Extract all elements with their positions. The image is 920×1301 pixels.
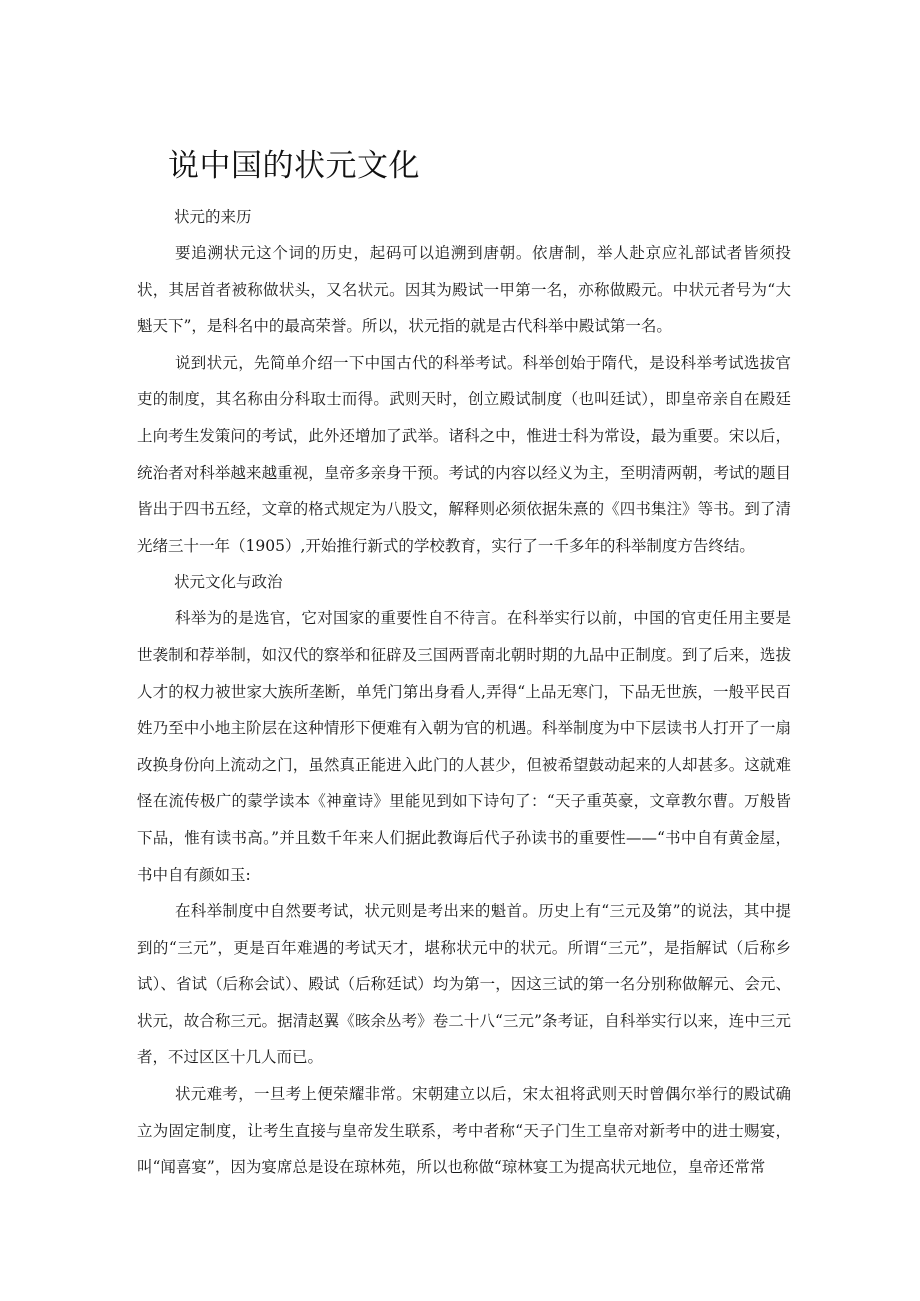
section-heading-politics: 状元文化与政治 [174,573,283,592]
paragraph-zhuangyuan-honor: 状元难考，一旦考上便荣耀非常。宋朝建立以后，宋太祖将武则天时曾偶尔举行的殿试确立为固定制度，让考生直接与皇帝发生联系，考中者称“天子门生工皇帝对新考中的进士赐宴，叫“闻喜宴”，因为宴席总是设在琼林苑，所以也称做“琼林宴工为提高状元地位，皇帝还常常 [137,1085,791,1177]
paragraph-three-firsts: 在科举制度中自然要考试，状元则是考出来的魁首。历史上有“三元及第”的说法，其中提到的“三元”，更是百年难遇的考试天才，堪称状元中的状元。所谓“三元”，是指解试（后称乡试）、省试（后称会试）、殿试（后称廷试）均为第一，因这三试的第一名分别称做解元、会元、状元，故合称三元。据清赵翼《晐余丛考》卷二十八“三元”条考证，自科举实行以来，连中三元者，不过区区十几人而已。 [137,902,791,1067]
document-title: 说中国的状元文化 [168,148,420,184]
document-body [137,199,791,1186]
paragraph-origin-definition: 要追溯状元这个词的历史，起码可以追溯到唐朝。依唐制，举人赴京应礼部试者皆须投状，其居首者被称做状头，又名状元。因其为殿试一甲第一名，亦称做殿元。中状元者号为“大魁天下”，是科名中的最高荣誉。所以，状元指的就是古代科举中殿试第一名。 [137,244,791,336]
section-heading-origin: 状元的来历 [174,208,252,226]
paragraph-keju-politics: 科举为的是选官，它对国家的重要性自不待言。在科举实行以前，中国的官吏任用主要是世袭制和荐举制，如汉代的察举和征辟及三国两晋南北朝时期的九品中正制度。到了后来，选拔人才的权力被世家大族所垄断，单凭门第出身看人,弄得“上品无寒门，下品无世族，一般平民百姓乃至中小地主阶层在这种情形下便难有入朝为官的机遇。科举制度为中下层读书人打开了一扇改换身份向上流动之门，虽然真正能进入此门的人甚少，但被希望鼓动起来的人却甚多。这就难怪在流传极广的蒙学读本《神童诗》里能见到如下诗句了：“天子重英豪，文章教尔曹。万般皆下品，惟有读书高。”并且数千年来人们据此教诲后代子孙读书的重要性——“书中自有黄金屋，书中自有颜如玉: [137,609,791,884]
paragraph-keju-history: 说到状元，先简单介绍一下中国古代的科举考试。科举创始于隋代，是设科举考试选拔官吏的制度，其名称由分科取士而得。武则天时，创立殿试制度（也叫廷试），即皇帝亲自在殿廷上向考生发策问的考试，此外还增加了武举。诸科之中，惟进士科为常设，最为重要。宋以后，统治者对科举越来越重视，皇帝多亲身干预。考试的内容以经义为主，至明清两朝，考试的题目皆出于四书五经，文章的格式规定为八股文，解释则必须依据朱熹的《四书集注》等书。到了清光绪三十一年（1905）,开始推行新式的学校教育，实行了一千多年的科举制度方告终结。 [137,353,791,555]
